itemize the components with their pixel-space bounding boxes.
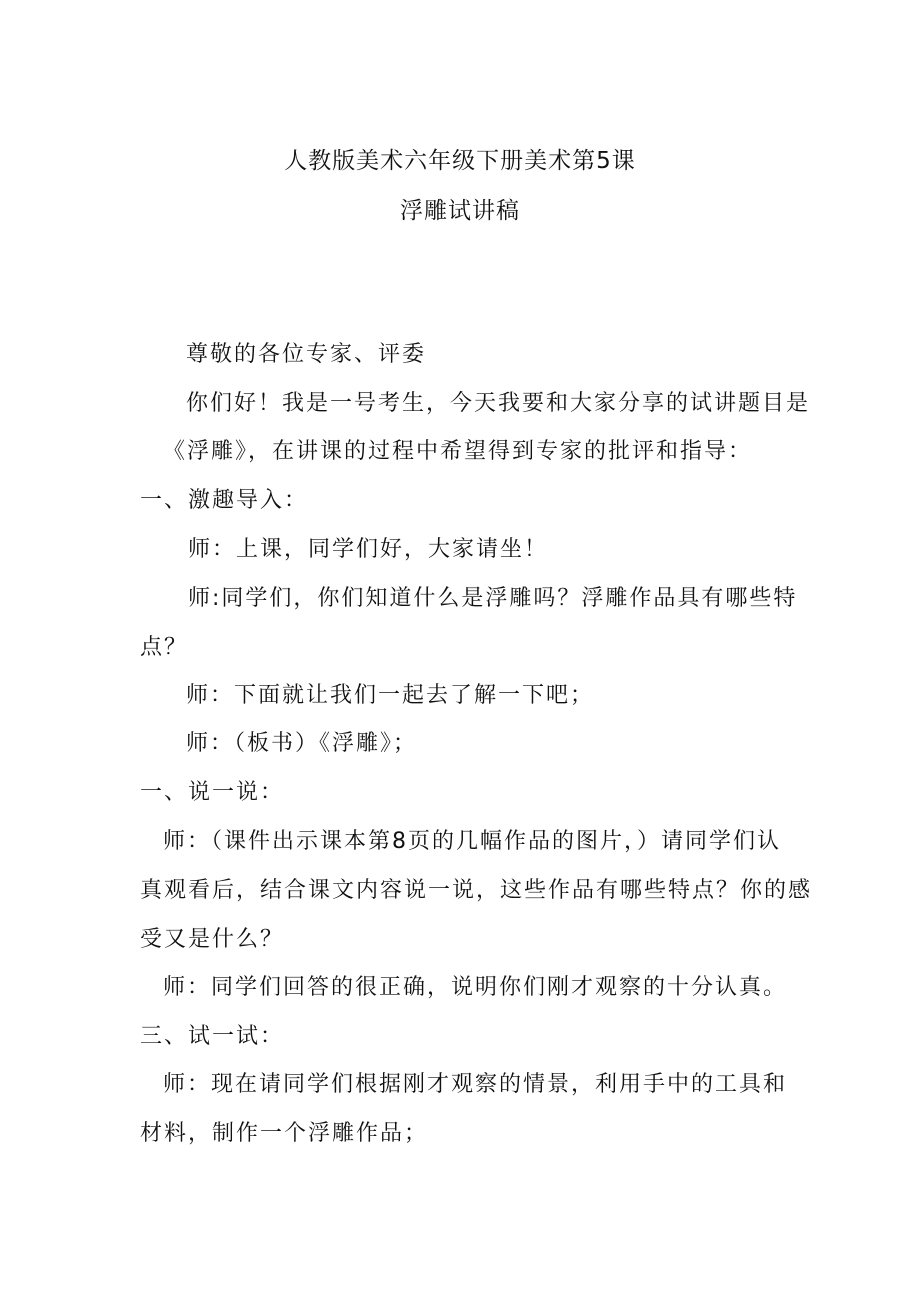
- body-line: 点？: [140, 635, 189, 660]
- greeting-line: 尊敬的各位专家、评委: [186, 342, 427, 367]
- body-line: 师:同学们，你们知道什么是浮雕吗？浮雕作品具有哪些特: [188, 586, 798, 611]
- body-line: 师：现在请同学们根据刚才观察的情景，利用手中的工具和: [163, 1072, 788, 1097]
- section-heading: 三、试一试：: [140, 1024, 285, 1049]
- body-line: 你们好！我是一号考生，今天我要和大家分享的试讲题目是: [186, 391, 811, 416]
- body-line: 材料，制作一个浮雕作品；: [140, 1121, 429, 1146]
- body-line: 真观看后，结合课文内容说一说，这些作品有哪些特点？你的感: [140, 878, 813, 903]
- body-line: 师：上课，同学们好，大家请坐！: [188, 537, 549, 562]
- body-line: 师：（课件出示课本第8页的几幅作品的图片，）请同学们认: [163, 829, 781, 854]
- section-heading: 一、说一说：: [140, 780, 285, 805]
- document-subtitle: 浮雕试讲稿: [400, 198, 520, 224]
- document-title: 人教版美术六年级下册美术第5课: [284, 148, 636, 174]
- body-line: 《浮雕》，在讲课的过程中希望得到专家的批评和指导：: [163, 439, 753, 464]
- body-line: 师：同学们回答的很正确，说明你们刚才观察的十分认真。: [163, 975, 788, 1000]
- body-line: 师：（板书）《浮雕》；: [186, 731, 418, 756]
- body-line: 受又是什么？: [140, 927, 285, 952]
- body-line: 师：下面就让我们一起去了解一下吧；: [186, 683, 595, 708]
- section-heading: 一、激趣导入：: [140, 488, 309, 513]
